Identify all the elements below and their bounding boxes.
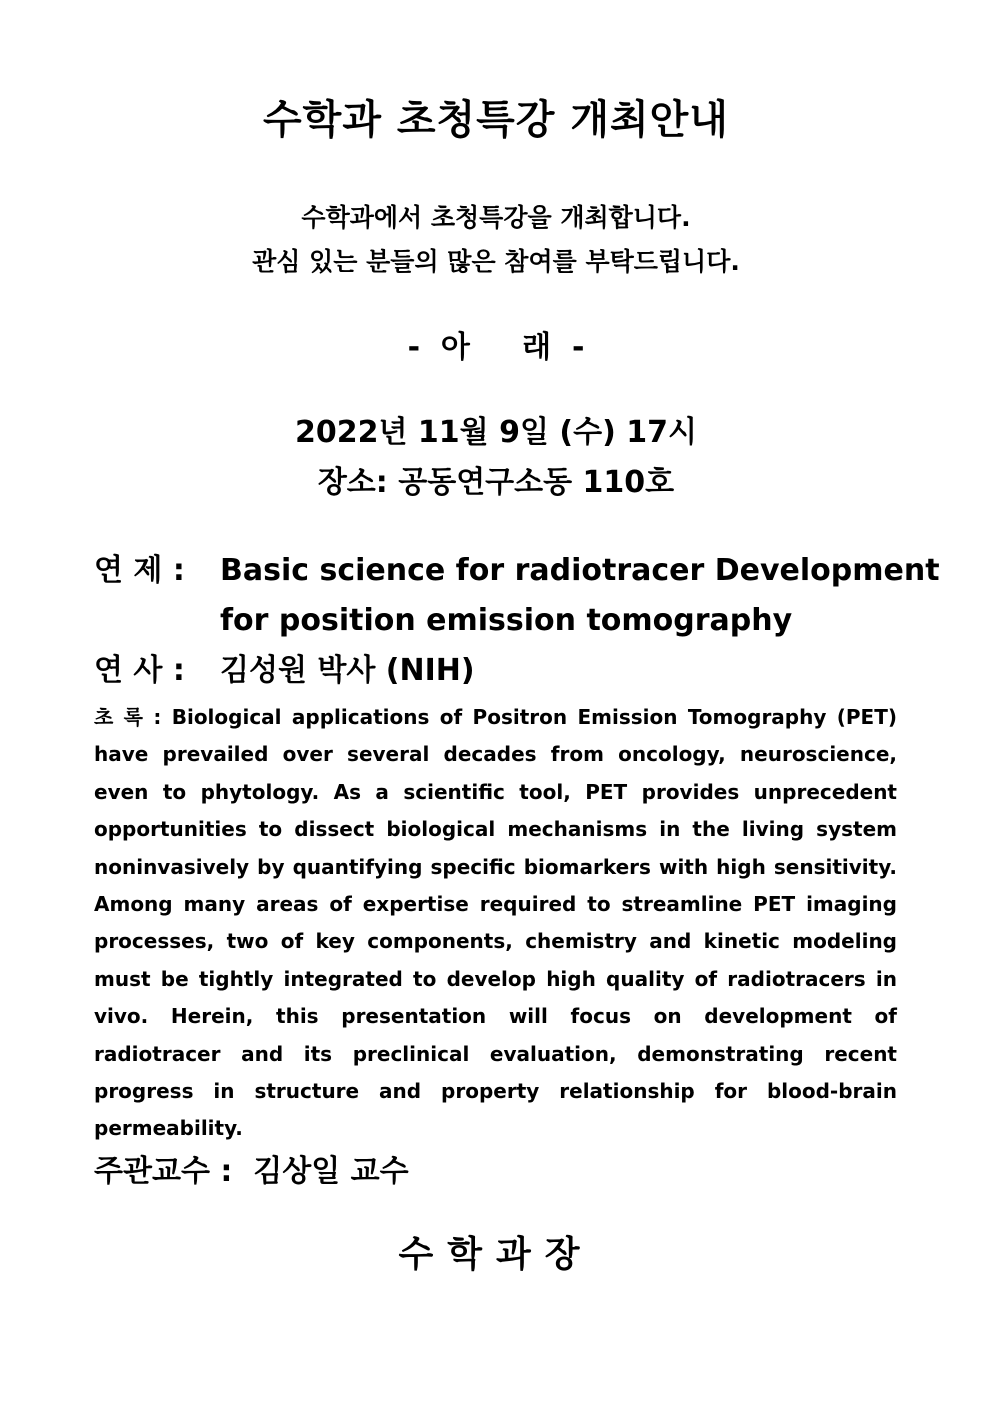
topic-row — [94, 546, 940, 596]
event-info — [0, 408, 992, 508]
topic-label: 연 제 : — [94, 553, 196, 588]
department-signature: 수학과장 — [398, 1234, 594, 1275]
event-datetime: 2022년 11월 9일 (수) 17시 — [295, 415, 697, 450]
notice-heading: - 아 래 - — [407, 330, 585, 365]
speaker-row — [94, 646, 904, 696]
topic-title-line-2: for position emission tomography — [220, 603, 793, 638]
abstract-text: Biological applications of Positron Emission Tomography (PET) have prevailed over several decades from oncology, neuroscience, even to phytology. As a scientific tool, PET provides unprecedent opportunities to dissect biological mechanisms in the living system noninvasively by quantifying specific biomarkers with high sensitivity. Among many areas of expertise required to streamline PET imaging processes, two of key components, chemistry and kinetic modeling must be tightly integrated to develop high quality of radiotracers in vivo. Herein, this presentation will focus on development of radiotracer and its preclinical evaluation, demonstrating recent progress in structure and property relationship for blood-brain permeability. — [94, 705, 897, 1141]
advisor: 주관교수 : 김상일 교수 — [94, 1154, 409, 1189]
event-location: 장소: 공동연구소동 110호 — [317, 465, 675, 500]
topic-title-line-1: Basic science for radiotracer Development — [220, 553, 940, 588]
intro-line-1: 수학과에서 초청특강을 개최합니다. — [301, 203, 691, 232]
abstract-block — [94, 699, 897, 1148]
speaker-label: 연 사 : — [94, 653, 196, 688]
intro-line-2: 관심 있는 분들의 많은 참여를 부탁드립니다. — [252, 247, 740, 276]
speaker-name: 김성원 박사 (NIH) — [220, 653, 475, 688]
abstract-label: 초 록 : — [94, 705, 172, 729]
lecture-details — [94, 546, 940, 696]
notice-title: 수학과 초청특강 개최안내 — [263, 97, 729, 143]
intro-text — [0, 196, 992, 284]
